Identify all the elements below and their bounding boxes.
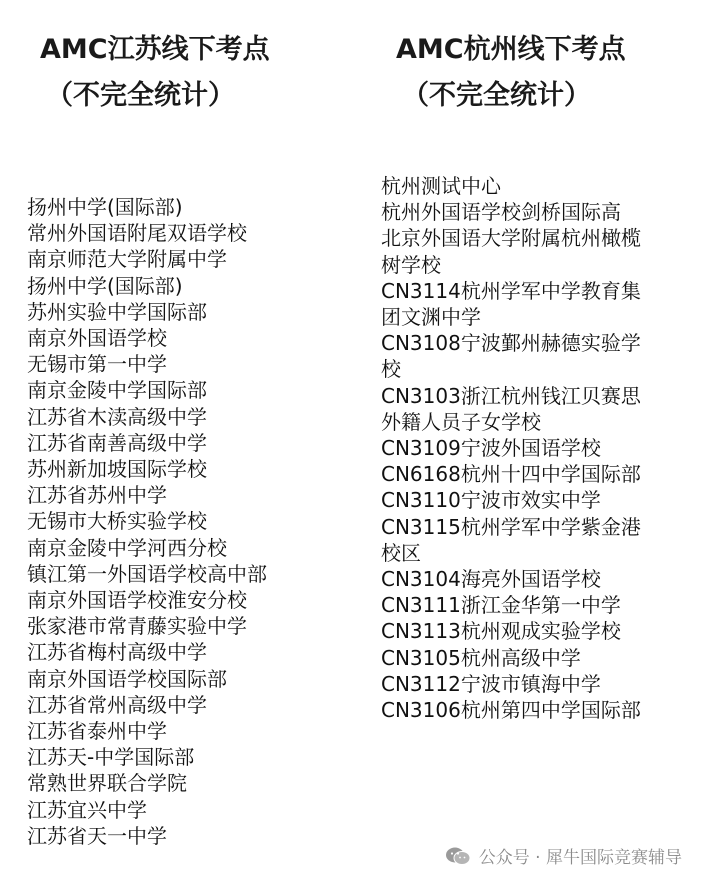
jiangsu-venue-item: 江苏省南善高级中学 <box>27 430 207 455</box>
jiangsu-venue-item: 江苏省天一中学 <box>27 823 167 848</box>
left-title-line1: AMC江苏线下考点 <box>40 34 270 65</box>
jiangsu-venue-item: 江苏省常州高级中学 <box>27 692 207 717</box>
jiangsu-venue-item: 南京金陵中学河西分校 <box>27 535 227 560</box>
jiangsu-venue-item: 南京外国语学校国际部 <box>27 666 227 691</box>
jiangsu-venue-item: 无锡市第一中学 <box>27 352 167 377</box>
left-title-line2: （不完全统计） <box>46 80 235 111</box>
jiangsu-venue-item: 扬州中学(国际部) <box>27 195 183 219</box>
hangzhou-venue-item: CN3109宁波外国语学校 <box>381 436 601 461</box>
hangzhou-venue-item: CN3114杭州学军中学教育集团文渊中学 <box>381 278 641 330</box>
jiangsu-venue-item: 江苏省梅村高级中学 <box>27 640 207 665</box>
hangzhou-venue-list <box>381 173 646 723</box>
jiangsu-venue-item: 南京外国语学校淮安分校 <box>27 588 247 613</box>
hangzhou-venue-item: CN3112宁波市镇海中学 <box>381 671 601 696</box>
jiangsu-venue-item: 苏州实验中学国际部 <box>27 299 207 324</box>
jiangsu-venue-item: 张家港市常青藤实验中学 <box>27 614 247 639</box>
jiangsu-venue-item: 江苏省泰州中学 <box>27 719 167 744</box>
jiangsu-venue-item: 镇江第一外国语学校高中部 <box>27 561 267 586</box>
jiangsu-venue-list <box>27 194 347 849</box>
hangzhou-venue-item: CN3115杭州学军中学紫金港校区 <box>381 514 641 565</box>
hangzhou-venue-item: 杭州测试中心 <box>381 174 501 198</box>
wechat-icon <box>445 846 471 866</box>
hangzhou-venue-item: CN3105杭州高级中学 <box>381 645 581 670</box>
jiangsu-venue-item: 南京金陵中学国际部 <box>27 378 207 403</box>
hangzhou-venue-item: CN3106杭州第四中学国际部 <box>381 698 641 723</box>
hangzhou-venue-item: CN3111浙江金华第一中学 <box>381 593 621 618</box>
jiangsu-venue-item: 江苏天-中学国际部 <box>27 745 195 770</box>
hangzhou-venue-item: 杭州外国语学校剑桥国际高 <box>381 200 621 225</box>
jiangsu-venue-item: 扬州中学(国际部) <box>27 273 183 298</box>
jiangsu-venue-item: 苏州新加坡国际学校 <box>27 457 207 482</box>
right-title-line2: （不完全统计） <box>402 80 591 111</box>
jiangsu-venue-item: 南京师范大学附属中学 <box>27 247 227 272</box>
right-title-line1: AMC杭州线下考点 <box>396 34 626 65</box>
hangzhou-venue-item: CN3103浙江杭州钱江贝赛思外籍人员子女学校 <box>381 383 641 434</box>
hangzhou-venue-item: CN3104海亮外国语学校 <box>381 567 601 592</box>
jiangsu-venue-item: 常熟世界联合学院 <box>27 771 187 796</box>
hangzhou-venue-item: CN6168杭州十四中学国际部 <box>381 462 641 487</box>
hangzhou-venue-item: CN3110宁波市效实中学 <box>381 488 601 513</box>
jiangsu-venue-item: 常州外国语附尾双语学校 <box>27 221 247 246</box>
watermark <box>445 843 682 868</box>
jiangsu-venue-item: 江苏宜兴中学 <box>27 797 147 822</box>
hangzhou-venue-item: 北京外国语大学附属杭州橄榄树学校 <box>381 226 641 277</box>
hangzhou-venue-item: CN3113杭州观成实验学校 <box>381 619 621 644</box>
watermark-text: 公众号 · 犀牛国际竞赛辅导 <box>478 848 682 868</box>
jiangsu-venue-item: 南京外国语学校 <box>27 326 167 351</box>
jiangsu-venue-item: 江苏省苏州中学 <box>27 483 167 508</box>
hangzhou-venue-item: CN3108宁波鄞州赫德实验学校 <box>381 331 641 382</box>
jiangsu-venue-item: 江苏省木渎高级中学 <box>27 404 207 429</box>
jiangsu-venue-item: 无锡市大桥实验学校 <box>27 509 207 534</box>
